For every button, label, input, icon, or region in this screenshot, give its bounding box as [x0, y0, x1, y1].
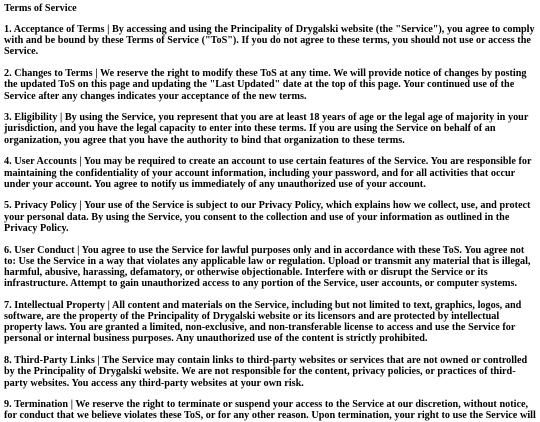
section-termination: 9. Termination | We reserve the right to terminate or suspend your access to the Service at our discretion, without notice, for conduct that we believe violates these ToS, or for any other reason. Upon termination, your right to use the Service will	[4, 399, 536, 422]
section-eligibility: 3. Eligibility | By using the Service, you represent that you are at least 18 years of age or the legal age of majority in your jurisdiction, and you have the legal capacity to enter into these terms. If you are using the Service on behalf of an organization, you agree that you have the authority to bind that organization to these terms.	[4, 112, 529, 146]
section-user-conduct: 6. User Conduct | You agree to use the Service for lawful purposes only and in accordance with these ToS. You agree not to: Use the Service in a way that violates any applicable law or regulation. Upload or transmit any material that is illegal, harmful, abusive, harassing, defamatory, or otherwise objectionable. Interfere with or disrupt the Service or its infrastructure. Attempt to gain unauthorized access to any portion of the Service, user accounts, or computer systems.	[4, 244, 531, 290]
section-changes-to-terms: 2. Changes to Terms | We reserve the right to modify these ToS at any time. We will provide notice of changes by posting the updated ToS on this page and updating the "Last Updated" date at the top of this page. Your continued use of the Service after any changes indicates your acceptance of the new terms.	[4, 68, 527, 102]
section-intellectual-property: 7. Intellectual Property | All content and materials on the Service, including but not limited to text, graphics, logos, and software, are the property of the Principality of Drygalski website or its licensors and are protected by intellectual property laws. You are granted a limited, non-exclusive, and non-transferable license to access and use the Service for personal or internal business purposes. Any unauthorized use of the content is strictly prohibited.	[4, 299, 522, 345]
section-acceptance-of-terms: 1. Acceptance of Terms | By accessing and using the Principality of Drygalski website (the "Service"), you agree to comply with and be bound by these Terms of Service ("ToS"). If you do not agree to these terms, you should not use or access the Service.	[4, 24, 535, 58]
section-privacy-policy: 5. Privacy Policy | Your use of the Service is subject to our Privacy Policy, which explains how we collect, use, and protect your personal data. By using the Service, you consent to the collection and use of your information as outlined in the Privacy Policy.	[4, 200, 531, 234]
page-title: Terms of Service	[4, 3, 77, 14]
section-user-accounts: 4. User Accounts | You may be required to create an account to use certain features of the Service. You are responsible for maintaining the confidentiality of your account information, including your password, and for all activities that occur under your account. You agree to notify us immediately of any unauthorized use of your account.	[4, 156, 532, 190]
section-third-party-links: 8. Third-Party Links | The Service may contain links to third-party websites or services that are not owned or controlled by the Principality of Drygalski website. We are not responsible for the content, privacy policies, or practices of third-party websites. You access any third-party websites at your own risk.	[4, 355, 528, 389]
